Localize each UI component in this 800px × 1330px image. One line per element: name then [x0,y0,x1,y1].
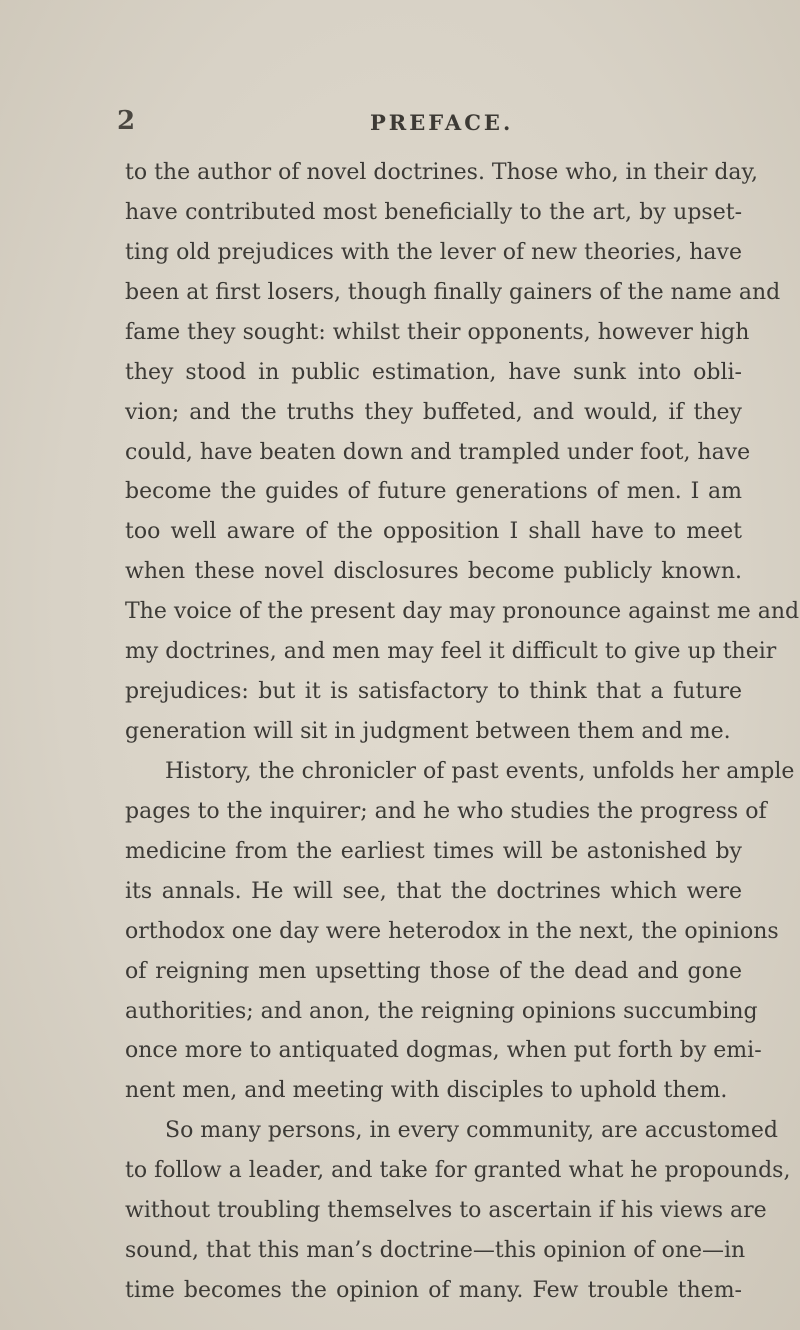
text-line: orthodox one day were heterodox in the next, the opinions [125,918,779,944]
text-line: sound, that this man’s doctrine—this opinion of one—in [125,1238,746,1264]
text-line: History, the chronicler of past events, unfolds her ample [165,758,795,784]
text-line: nent men, and meeting with disciples to uphold them. [125,1078,728,1104]
text-line: once more to antiquated dogmas, when put forth by emi- [125,1038,762,1064]
text-line: to follow a leader, and take for granted what he propounds, [125,1158,791,1184]
page-number: 2 [117,106,136,136]
text-line: they stood in public estimation, have sunk into obli- [125,359,742,385]
text-line: generation will sit in judgment between them and me. [125,719,731,745]
running-head: PREFACE. [370,110,514,135]
text-line: become the guides of future generations of men. I am [125,479,742,505]
text-line: have contributed most beneficially to the art, by upset- [125,199,742,225]
text-line: of reigning men upsetting those of the dead and gone [125,958,742,984]
text-line: prejudices: but it is satisfactory to think that a future [125,679,742,705]
text-line: ting old prejudices with the lever of new theories, have [125,239,742,265]
text-line: time becomes the opinion of many. Few trouble them- [125,1278,742,1304]
text-line: without troubling themselves to ascertain if his views are [125,1198,767,1224]
text-line: could, have beaten down and trampled under foot, have [125,439,751,465]
text-line: been at first losers, though finally gainers of the name and [125,279,781,305]
text-line: fame they sought: whilst their opponents, however high [125,319,750,345]
text-line: to the author of novel doctrines. Those who, in their day, [125,160,759,185]
text-line: too well aware of the opposition I shall have to meet [125,519,742,545]
text-line: medicine from the earliest times will be astonished by [125,838,742,864]
text-line: So many persons, in every community, are accustomed [165,1118,778,1144]
text-line: authorities; and anon, the reigning opinions succumbing [125,998,758,1024]
text-line: my doctrines, and men may feel it difficult to give up their [125,639,777,665]
text-line: when these novel disclosures become publicly known. [125,559,742,585]
text-line: vion; and the truths they buffeted, and would, if they [125,399,742,425]
text-line: its annals. He will see, that the doctrines which were [125,878,742,904]
page-header [0,106,800,146]
text-line: The voice of the present day may pronounce against me and [125,599,800,625]
text-line: pages to the inquirer; and he who studies the progress of [125,798,767,824]
